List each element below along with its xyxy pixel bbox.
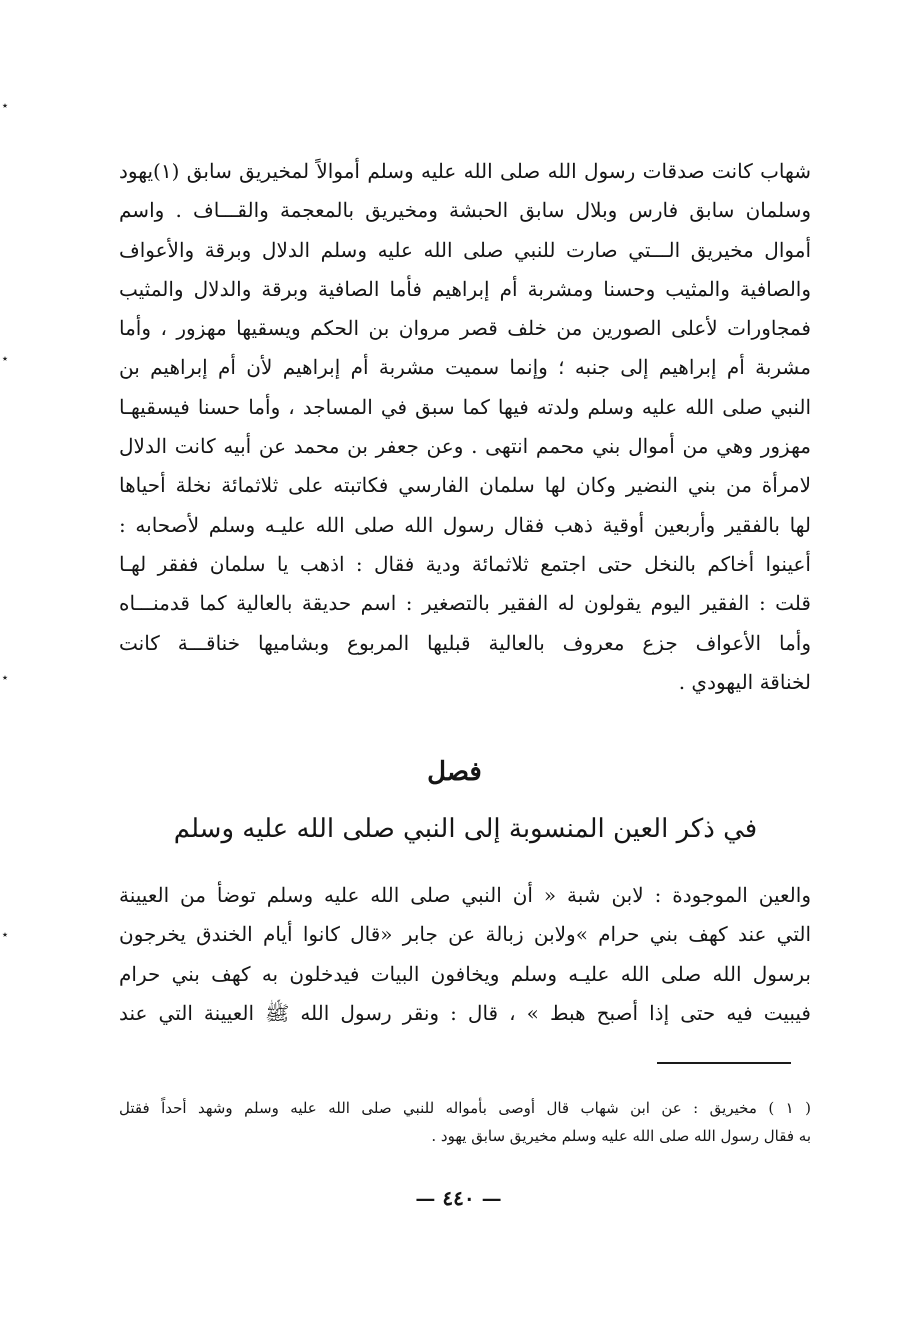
text-line: فيبيت فيه حتى إذا أصبح هبط » ، قال : ونقر رسول الله ﷺ العيينة التي عند: [119, 1000, 811, 1025]
section-title: في ذكر العين المنسوبة إلى النبي صلى الله عليه وسلم: [173, 814, 758, 844]
text-line: شهاب كانت صدقات رسول الله صلى الله عليه وسلم أموالاً لمخيريق سابق (١)يهود: [119, 159, 811, 183]
section-heading: فصل: [427, 757, 482, 787]
margin-mark: ٭: [2, 671, 8, 684]
text-line: برسول الله صلى الله عليـه وسلم ويخافون البيات فيدخلون به كهف بني حرام: [119, 961, 811, 986]
footnote-line: ( ١ ) مخيريق : عن ابن شهاب قال أوصى بأمواله للنبي صلى الله عليه وسلم وشهد أحداً فقتل: [119, 1099, 811, 1117]
margin-mark: ٭: [2, 928, 8, 941]
margin-mark: ٭: [2, 99, 8, 112]
paragraph-body-2: [119, 876, 811, 1033]
text-line: وأما الأعواف جزع معروف بالعالية قبليها المربوع وبشاميها خناقـــة كانت: [119, 630, 811, 655]
footnote: [119, 1094, 811, 1150]
text-line: التي عند كهف بني حرام »ولابن زبالة عن جابر «قال كانوا أيام الخندق يخرجون: [119, 922, 811, 947]
text-line: قلت : الفقير اليوم يقولون له الفقير بالتصغير : اسم حديقة بالعالية كما قدمنـــاه: [119, 591, 811, 616]
text-line: النبي صلى الله عليه وسلم ولدته فيها كما سبق في المساجد ، وأما حسنا فيسقيهـا: [119, 394, 811, 419]
text-line: لخناقة اليهودي .: [678, 669, 811, 694]
text-line: مهزور وهي من أموال بني محمم انتهى . وعن جعفر بن محمد عن أبيه كانت الدلال: [119, 434, 811, 459]
text-line: أموال مخيريق الـــتي صارت للنبي صلى الله عليه وسلم الدلال وبرقة والأعواف: [119, 237, 811, 262]
text-line: مشربة أم إبراهيم إلى جنبه ؛ وإنما سميت مشربة أم إبراهيم لأن أم إبراهيم بن: [119, 355, 811, 380]
margin-mark: ٭: [2, 352, 8, 365]
page-number: — ٤٤٠ —: [415, 1186, 502, 1210]
text-line: وسلمان سابق فارس وبلال سابق الحبشة ومخيريق بالمعجمة والقـــاف . واسم: [119, 198, 811, 223]
footnote-divider: [657, 1062, 791, 1064]
text-line: فمجاورات لأعلى الصورين من خلف قصر مروان بن الحكم ويسقيها مهزور ، وأما: [119, 316, 811, 341]
text-line: لها بالفقير وأربعين أوقية ذهب فقال رسول الله صلى الله عليـه وسلم لأصحابه :: [119, 512, 811, 537]
footnote-line: به فقال رسول الله صلى الله عليه وسلم مخيريق سابق يهود .: [431, 1127, 811, 1145]
text-line: أعينوا أخاكم بالنخل حتى اجتمع ثلاثمائة ودية فقال : اذهب يا سلمان ففقر لهـا: [119, 551, 811, 576]
paragraph-body-1: [119, 152, 811, 702]
text-line: لامرأة من بني النضير وكان لها سلمان الفارسي فكاتبته على ثلاثمائة نخلة أحياها: [119, 473, 811, 498]
text-line: والعين الموجودة : لابن شبة « أن النبي صلى الله عليه وسلم توضأ من العيينة: [119, 883, 811, 907]
text-line: والصافية والمثيب وحسنا ومشربة أم إبراهيم فأما الصافية وبرقة والدلال والمثيب: [119, 276, 811, 301]
